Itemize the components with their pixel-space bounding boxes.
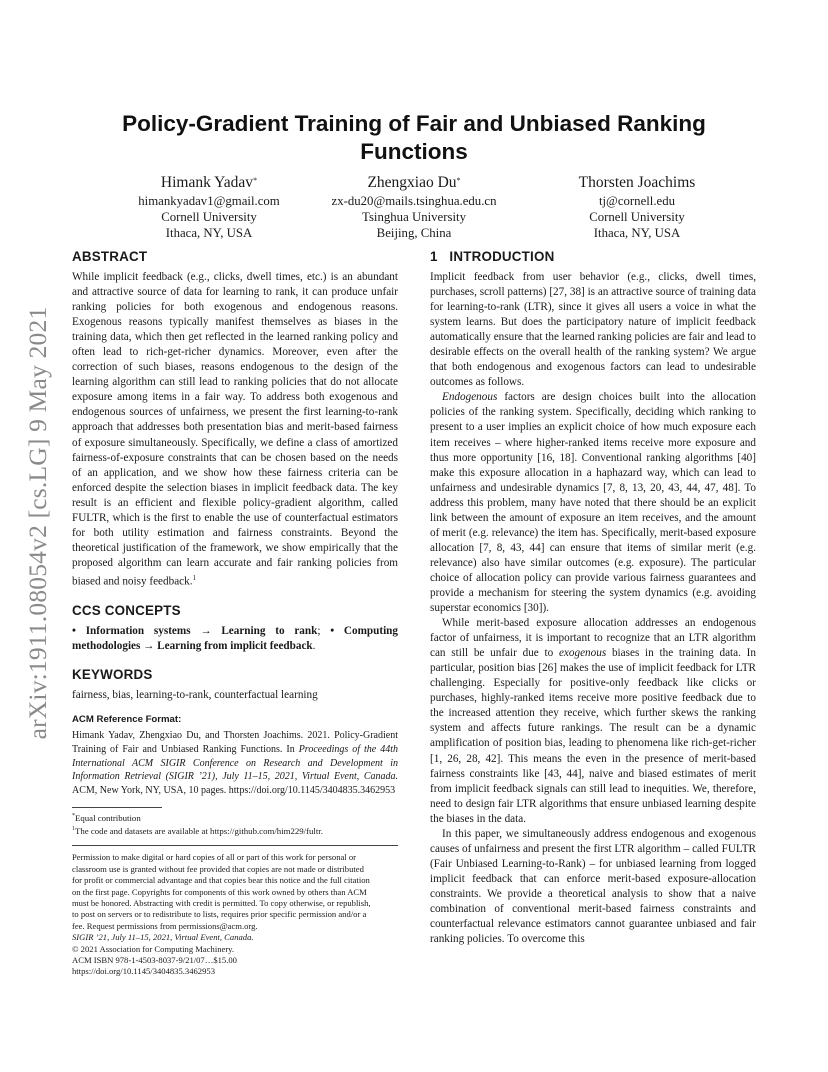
author-name: Thorsten Joachims — [578, 174, 696, 191]
intro-paragraph-4: In this paper, we simultaneously address endogenous and exogenous causes of unfairness and present the first LTR algorithm – called FULTR (Fair Unbiased Learning-to-Rank) – for unbiased learning from logged implicit feedback that can enforce merit-based exposure-allocation constraints. We provide a theoretical analysis to show that a naive combination of conventional merit-based fairness constraints and counterfactual relevance estimators cannot guarantee unbiased and fair ranking policies. To overcome this — [430, 827, 756, 946]
keywords-heading: KEYWORDS — [72, 666, 153, 682]
footnote-equal-contribution: *Equal contribution — [72, 812, 141, 823]
permission-block: Permission to make digital or hard copies of all or part of this work for personal or classroom use is granted without fee provided that copies are not made or distributed for profit or commercial advantage and that copies bear this notice and the full citation on the first page. Copyrights for components of this work owned by others than ACM must be honored. Abstracting with credit is permitted. To copy otherwise, or republish, to post on servers or to redistribute to lists, requires prior specific permission and/or a fee. Request permissions from permissions@acm.org. SIGIR ’21, July 11–15, 2021, Virtual Event, Canada. © 2021 Association for Computing Machinery. ACM ISBN 978-1-4503-8037-9/21/07…$15.00 https://doi.org/10.1145/3404835.3462953 — [72, 845, 398, 977]
intro-paragraph-1: Implicit feedback from user behavior (e.g., clicks, dwell times, purchases, scroll patterns) [27, 38] is an attractive source of training data for learning-to-rank (LTR), since it gives all users a voice in what the system learns. But does the participatory nature of implicit feedback automatically ensure that the learned ranking policies are fair and lead to desirable effects on the overall health of the ranking system? We argue that both endogenous and exogenous factors can lead to undesirable outcomes as follows. — [430, 271, 756, 389]
reference-format-text: Himank Yadav, Zhengxiao Du, and Thorsten Joachims. 2021. Policy-Gradient Training of Fair and Unbiased Ranking Functions. In Proceedings of the 44th International ACM SIGIR Conference on Research and Development in Information Retrieval (SIGIR ’21), July 11–15, 2021, Virtual Event, Canada. ACM, New York, NY, USA, 10 pages. https://doi.org/10.1145/3404835.3462953 — [72, 729, 398, 797]
author-2 — [299, 173, 529, 241]
intro-paragraph-2: Endogenous factors are design choices built into the allocation policies of the ranking system. Specifically, deciding which ranking to present to a user implies an explicit choice of how much exposure each item receives – where higher-ranked items receive more exposure and thus more opportunity [16, 18]. Conventional ranking algorithms [40] make this exposure allocation in a haphazard way, which can lead to unfairness and undesirable dynamics [7, 8, 13, 20, 43, 44, 47, 48]. To address this problem, many have noted that there should be an explicit link between the amount of exposure an item receives, and the amount of merit (e.g. relevance) the item has. Specifically, merit-based exposure allocation [7, 8, 43, 44] can ensure that items of similar merit (e.g. relevance) also have similar outcomes (e.g. exposure). The particular choice of allocation policy can provide various fairness guarantees and provide a mechanism for steering the system dynamics (e.g. avoiding superstar economics [30]). — [430, 391, 756, 615]
keywords-text: fairness, bias, learning-to-rank, counterfactual learning — [72, 688, 318, 701]
reference-format-heading: ACM Reference Format: — [72, 713, 182, 725]
isbn-line: ACM ISBN 978-1-4503-8037-9/21/07…$15.00 — [72, 954, 237, 965]
author-block — [0, 173, 828, 245]
doi-line: https://doi.org/10.1145/3404835.3462953 — [72, 966, 215, 977]
venue-line: SIGIR ’21, July 11–15, 2021, Virtual Event, Canada. — [72, 932, 254, 943]
copyright-line: © 2021 Association for Computing Machinery. — [72, 943, 235, 954]
equal-contribution-mark: * — [253, 176, 258, 185]
author-location: Ithaca, NY, USA — [593, 226, 681, 240]
author-affiliation: Cornell University — [589, 210, 685, 224]
footnote-mark: 1 — [192, 573, 197, 582]
intro-paragraph-3: While merit-based exposure allocation addresses an endogenous factor of unfairness, it is important to recognize that an LTR algorithm can still be unfair due to exogenous biases in the training data. In particular, position bias [26] makes the use of implicit feedback for LTR challenging. Especially for positive-only feedback like clicks or purchases, highly-ranked items receive more positive feedback due to the increased attention they receive, which further skews the ranking system and affects future rankings. The result can be a dynamic amplification of position bias, leading to phenomena like rich-get-richer [1, 26, 28, 42]. This means the even in the presence of merit-based fairness constraints like [43, 44], naive and biased estimates of merit from implicit feedback signals can still lead to inequities. We, therefore, need to design fair LTR algorithms that ensure unbiased learning despite the biases in the data. — [430, 617, 756, 825]
author-email: tj@cornell.edu — [598, 194, 676, 208]
abstract-heading: ABSTRACT — [72, 249, 148, 264]
author-location: Ithaca, NY, USA — [165, 226, 253, 240]
author-3 — [522, 173, 752, 241]
right-column — [430, 248, 756, 947]
arxiv-identifier-stamp: arXiv:1911.08054v2 [cs.LG] 9 May 2021 — [23, 306, 52, 740]
author-affiliation: Cornell University — [161, 210, 257, 224]
author-affiliation: Tsinghua University — [362, 210, 466, 224]
introduction-heading: 1 INTRODUCTION — [430, 249, 555, 264]
footnote-code: $^1$The code and datasets are available at https://github.com/him229/fultr. — [72, 826, 323, 837]
ccs-heading: CCS CONCEPTS — [72, 602, 181, 618]
author-location: Beijing, China — [376, 226, 452, 240]
paper-title: Policy-Gradient Training of Fair and Unbiased Ranking Functions — [122, 111, 706, 164]
author-email: himankyadav1@gmail.com — [138, 194, 280, 208]
footnote-divider — [72, 807, 162, 808]
author-email: zx-du20@mails.tsinghua.edu.cn — [331, 194, 497, 208]
equal-contribution-mark: * — [456, 176, 461, 185]
author-1 — [94, 173, 324, 241]
ccs-concepts: • Information systems → Learning to rank; • Computing methodologies → Learning from implicit feedback. — [72, 624, 398, 652]
abstract-text: While implicit feedback (e.g., clicks, dwell times, etc.) is an abundant and attractive source of data for learning to rank, it can produce unfair ranking policies for both exogenous and endogenous reasons. Exogenous reasons typically manifest themselves as biases in the training data, which then get reflected in the learned ranking policy and often lead to rich-get-richer dynamics. Moreover, even after the correction of such biases, reasons endogenous to the design of the learning algorithm can still lead to ranking policies that do not allocate exposure among items in a fair way. To address both exogenous and endogenous sources of unfairness, we present the first learning-to-rank approach that addresses both presentation bias and merit-based fairness of exposure simultaneously. Specifically, we define a class of amortized fairness-of-exposure constraints that can be chosen based on the needs of an application, and we show how these fairness criteria can be enforced despite the selection biases in implicit feedback data. The key result is an efficient and flexible policy-gradient algorithm, called FULTR, which is the first to enable the use of counterfactual estimators for both utility estimation and fairness constraints. Beyond the theoretical justification of the framework, we show empirically that the proposed algorithm can learn accurate and fair ranking policies from biased and noisy feedback.$^1$ — [72, 271, 398, 588]
left-column — [72, 248, 398, 978]
author-name: Zhengxiao Du — [367, 174, 457, 191]
author-name: Himank Yadav — [160, 174, 254, 191]
